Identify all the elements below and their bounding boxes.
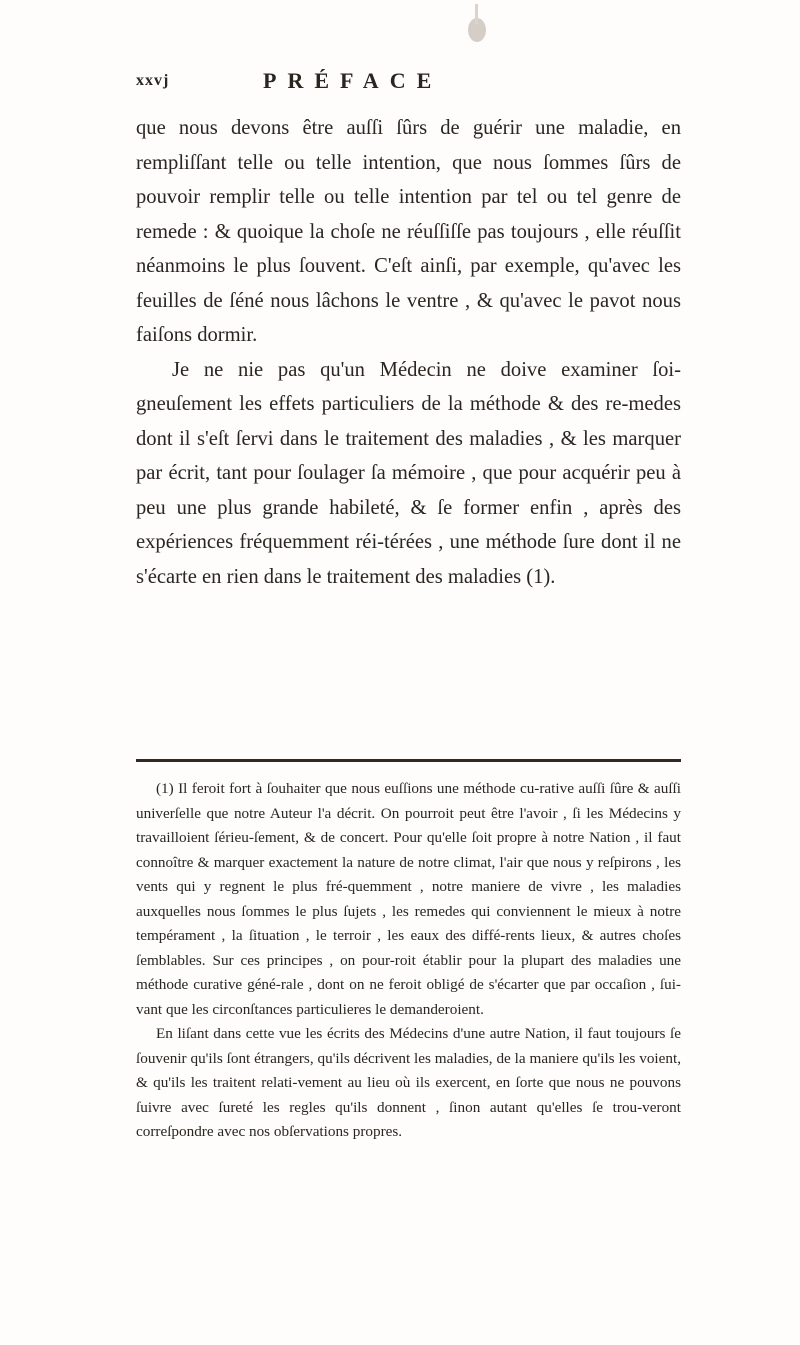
running-title: PRÉFACE (263, 68, 443, 93)
ink-blot-icon (466, 0, 488, 48)
footnote-separator-rule (136, 759, 681, 762)
main-paragraph: Je ne nie pas qu'un Médecin ne doive examiner ſoi-gneuſement les effets particuliers de la méthode & des re-medes dont il s'eſt ſervi dans le traitement des maladies , & les marquer par écrit, tant pour ſoulager ſa mémoire , que pour acquérir peu à peu une plus grande habileté, & ſe former enfin , après des expériences fréquemment réi-térées , une méthode ſure dont il ne s'écarte en rien dans le traitement des maladies (1). (136, 358, 681, 588)
page-header (136, 70, 696, 100)
page-number: xxvj (136, 72, 170, 89)
footnote-paragraph: En liſant dans cette vue les écrits des Médecins d'une autre Nation, il faut toujours ſe ſouvenir qu'ils ſont étrangers, qu'ils décrivent les maladies, de la maniere qu'ils les voient, & qu'ils les traitent relati-vement au lieu où ils exercent, en ſorte que nous ne pouvons ſuivre avec ſureté les regles qu'ils donnent , ſinon autant qu'elles ſe trou-veront correſpondre avec nos obſervations propres. (136, 1025, 681, 1140)
footnote (136, 777, 681, 1145)
main-paragraph: que nous devons être auſſi ſûrs de guérir une maladie, en rempliſſant telle ou telle intention, que nous ſommes ſûrs de pouvoir remplir telle ou telle intention par tel ou tel genre de remede : & quoique la choſe ne réuſſiſſe pas toujours , elle réuſſit néanmoins le plus ſouvent. C'eſt ainſi, par exemple, qu'avec les feuilles de ſéné nous lâchons le ventre , & qu'avec le pavot nous faiſons dormir. (136, 117, 681, 346)
main-text (136, 111, 681, 594)
footnote-paragraph: (1) Il feroit fort à ſouhaiter que nous euſſions une méthode cu-rative auſſi ſûre & auſſi univerſelle que notre Auteur l'a décrit. On pourroit peut être l'avoir , ſi les Médecins y travailloient ſérieu-ſement, & de concert. Pour qu'elle ſoit propre à notre Nation , il faut connoître & marquer exactement la nature de notre climat, l'air que nous y reſpirons , les vents qui y regnent le plus fré-quemment , notre maniere de vivre , les maladies auxquelles nous ſommes le plus ſujets , les remedes qui conviennent le mieux à notre tempérament , la ſituation , le terroir , les eaux des diffé-rents lieux, & autres choſes ſemblables. Sur ces principes , on pour-roit établir pour la plupart des maladies une méthode curative géné-rale , dont on ne feroit obligé de s'écarter que par occaſion , ſui-vant que les circonſtances particulieres le demanderoient. (136, 780, 681, 1018)
